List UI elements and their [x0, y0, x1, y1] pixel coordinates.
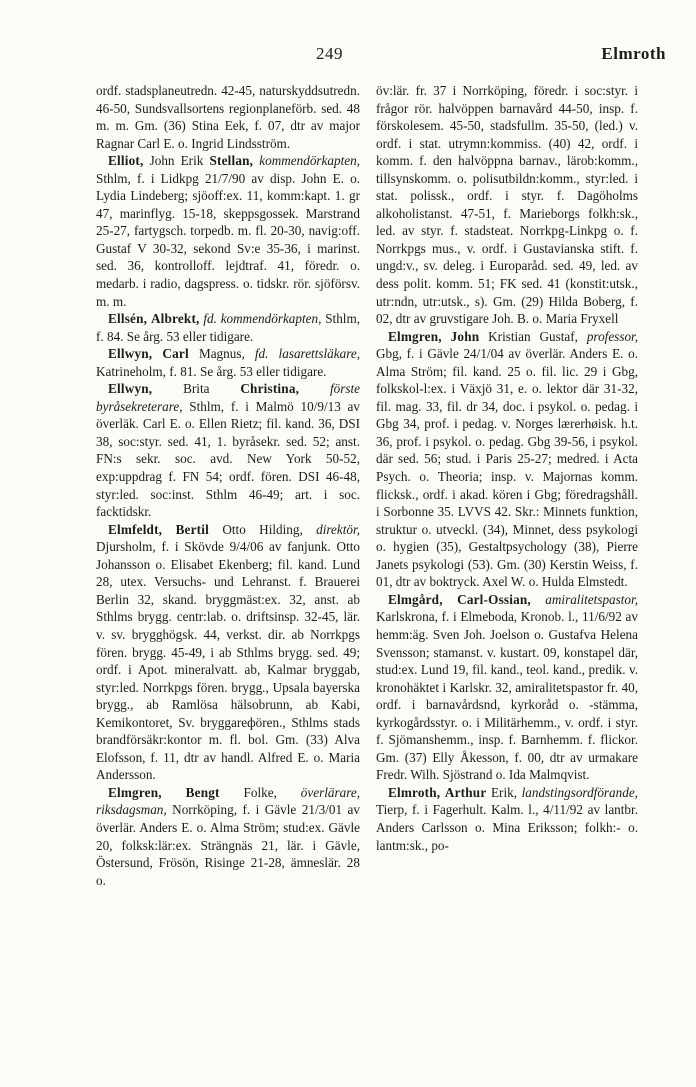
right-column [376, 82, 638, 854]
entry-given-name-primary: Bengt [185, 784, 220, 800]
entry-surname: Elmfeldt, [108, 521, 163, 537]
entry-text: öv:lär. fr. 37 i Norrköping, föredr. i soc:styr. i frågor rör. halvöppen barnavård 44-50, insp. f. förskolesem. 45-50, stadsfullm. 35-50, (led.) v. ordf. i stat. utrymn:kommiss. (40) 42, ordf. i komm. f. den halvöppna barnav., lärob:komm., tillsynskomm. o. polisutbildn:komm., styr:led. i stat. polissk., ordf. i styr. f. Dagöholms alkoholistanst. 47-51, f. Marieborgs folkh:sk., led. av styr. f. stadsteat. Norrkpg-Linkpg o. f. Norrkpgs mus., v. ordf. i Gustavianska stift. f. ungd:v., sv. deleg. i Europaråd. sed. 49, led. av dess polit. komm. 51; FK sed. 41 (konstit:utsk., utr:ndn, utr:utsk., s). Gm. (29) Hilda Boberg, f. 02, dtr av gruvstigare Joh. B. o. Maria Fryxell [376, 83, 638, 327]
entry-given-name-primary: Stellan, [209, 153, 254, 169]
page-number: 249 [316, 44, 343, 63]
entry-title: kommendörkapten, [253, 153, 360, 169]
entry-given-names [162, 522, 175, 537]
entry-text: Tierp, f. i Fagerhult. Kalm. l., 4/11/92 av lantbr. Anders Carlsson o. Mina Eriksson; folkh:- o. lantm:sk., po- [376, 802, 638, 853]
entry-surname: Ellsén, [108, 311, 148, 327]
entry-title: amiralitetspastor, [530, 591, 638, 607]
entry-given-names [443, 592, 457, 607]
entry-given-name-primary: Arthur [444, 784, 487, 800]
entry-title: fd. lasarettsläkare, [244, 346, 360, 362]
entry-text: Katrineholm, f. 81. Se årg. 53 eller tidigare. [96, 363, 327, 379]
entry-text: Sthlm, f. i Lidkpg 21/7/90 av disp. John E. o. Lydia Lindeberg; sjöoff:ex. 11, komm:kapt. 1. gr 47, marinflyg. 15-18, skeppsgossek. Marstrand 25-27, fartygsch. torpedb. m. fl. 20-30, navig:off. Gustaf V 30-32, sekond Sv:e 35-36, i marinst. sed. 36, kontrolloff. lejdtraf. 41, föredr. o. medarb. i radio, dagspress. o. tidskr. rör. sjöförsv. m. m. [96, 170, 360, 309]
entry-text: Karlskrona, f. i Elmeboda, Kronob. l., 11/6/92 av hemm:äg. Sven Joh. Joelson o. Gustafva Helena Svensson; stamanst. v. kustart. 09, konstapel där, stud:ex. Lund 19, fil. kand., teol. kand., predik. v. kronohäktet i Karlskr. 32, amiralitetspastor fr. 40, ordf. i barnavårdsnd, kyrkoråd o. -stämma, kyrkogårdsstyr. o. i Militärhemm., v. ordf. i styr. f. Sjömanshemm., insp. f. Barnhemm. f. flickor. Gm. (37) Elly Åkesson, f. 00, dtr av urmakare Fredr. Wilh. Sjöstrand o. Ida Malmqvist. [376, 609, 638, 783]
biography-entry [96, 784, 360, 889]
entry-surname: Elmroth, [388, 784, 441, 800]
entry-given-names: Kristian Gustaf, [479, 328, 578, 344]
entry-given-names: Otto Hilding, [208, 521, 303, 537]
entry-surname: Elmgård, [388, 591, 443, 607]
entry-given-name-primary: Carl [162, 346, 189, 362]
running-head: Elmroth [601, 44, 666, 63]
entry-given-names [162, 785, 186, 800]
biography-entry [96, 310, 360, 345]
entry-given-names: Folke, [219, 784, 277, 800]
left-column [96, 82, 360, 889]
entry-title: landstingsordförande, [517, 784, 638, 800]
entry-given-names: Brita [152, 381, 241, 397]
entry-surname: Ellwyn, [108, 381, 153, 397]
entry-text: ordf. stadsplaneutredn. 42-45, naturskyddsutredn. 46-50, Sundsvallsortens regionplaneförb. sed. 48 m. m. Gm. (36) Stina Eek, f. 07, dtr av major Ragnar Carl E. o. Ingrid Lindsström. [96, 83, 360, 151]
entry-given-name-primary: Christina, [240, 381, 300, 397]
entry-surname: Elmgren, [108, 784, 162, 800]
entry-given-names: Magnus, [188, 346, 245, 362]
entry-continuation [96, 82, 360, 152]
entry-title: förste byråsekreterare, [96, 381, 360, 414]
entry-text: Gbg, f. i Gävle 24/1/04 av överlär. Anders E. o. Alma Ström; fil. kand. 25 o. fil. lic. 29 i Gbg, folkskol-l:ex. i Växjö 31, e. o. lektor där 31-32, fil. mag. 33, fil. dr 34, doc. i psykol. o. pedag. i Gbg 34, prof. i pedag. v. Norges lærerhøisk. h.t. 36, prof. i psykol. o. pedag. Gbg 39-56, i psykol. där sed. 56; stud. i Paris 25-27; medred. i Acta Psych. o. Theoria; insp. v. Majornas komm. flicksk., ordf. i akad. kören i Gbg; föredragshåll. i Sorbonne 35. LVVS 42. Skr.: Minnets funktion, struktur o. utveckl. (34), Minnet, dess psykologi o. hygien (35), Gestaltpsychology (38), Pierre Janets psykologi (53). Gm. (30) Kerstin Weiss, f. 01, dtr av boktryck. Axel W. o. Hulda Elmstedt. [376, 346, 638, 590]
entry-surname: Ellwyn, [108, 346, 153, 362]
entry-surname: Elmgren, [388, 328, 442, 344]
entry-given-names [442, 329, 451, 344]
entry-title: överlärare, riksdagsman, [96, 784, 360, 818]
page-header [96, 44, 666, 72]
entry-given-name-primary: John [450, 328, 480, 344]
entry-continuation [376, 82, 638, 328]
biography-entry [96, 521, 360, 784]
biography-entry [376, 784, 638, 854]
entry-text: Djursholm, f. i Skövde 9/4/06 av fanjunk. Otto Johansson o. Elisabet Ekenberg; fil. kand. Lund 28, utex. Versuchs- und Lehranst. f. Brauerei Berlin 32, skand. bryggmäst:ex. 32, anst. ab Sthlms brygg. centr:lab. o. driftsinsp. 32-45, lär. v. sv. brygghögsk. 44, verkst. dir. ab Norrkpgs fören. brygg. 45-49, i ab Sthlms brygg. sed. 49; ordf. i Apot. mineralvatt. ab, Kalmar bryggab, styr:led. Norrkpgs fören. brygg., Upsala bayerska brygg., ab Ramlösa hälsobrunn, ab Kabi, Kemikontoret, Sv. bryggareфören., Sthlms stads brandförsäkr:kontor m. fl. bol. Gm. (33) Alva Elofsson, f. 11, dtr av handl. Alfred E. o. Maria Andersson. [96, 539, 360, 783]
biography-entry [96, 152, 360, 310]
entry-text: Norrköping, f. i Gävle 21/3/01 av överlär. Anders E. o. Alma Ström; stud:ex. Gävle 20, folksk:lär:ex. Strängnäs 21, lär. i Gävle, Östersund, Frösön, Risinge 21-28, ämneslär. 28 o. [96, 802, 360, 888]
entry-given-names [152, 346, 162, 361]
entry-given-names: John Erik [143, 153, 210, 169]
biography-entry [376, 328, 638, 591]
biography-entry [376, 591, 638, 784]
entry-given-name-primary: Albrekt, [150, 311, 200, 327]
entry-given-name-primary: Bertil [175, 521, 209, 537]
entry-title: fd. kommendörkapten, [199, 311, 322, 327]
biography-entry [96, 380, 360, 520]
entry-given-names: Erik, [486, 784, 517, 800]
biography-entry [96, 345, 360, 380]
entry-title: direktör, [302, 521, 360, 537]
entry-text: Sthlm, f. 84. Se årg. 53 eller tidigare. [96, 311, 361, 344]
entry-text: Sthlm, f. i Malmö 10/9/13 av överläk. Carl E. o. Ellen Rietz; fil. kand. 36, DSI 38, soc:styr. sed. 41, 1. byråsekr. sed. 52; anst. FN:s sekr. soc. avd. New York 50-52, exp:uppdrag f. FN 54; ordf. fören. DSI 46-48, styr:led. soc:inst. Sthlm 46-49; art. i soc. facktidskr. [96, 398, 360, 520]
entry-title: professor, [577, 328, 639, 344]
entry-surname: Elliot, [108, 153, 144, 169]
entry-given-name-primary: Carl-Ossian, [457, 591, 531, 607]
